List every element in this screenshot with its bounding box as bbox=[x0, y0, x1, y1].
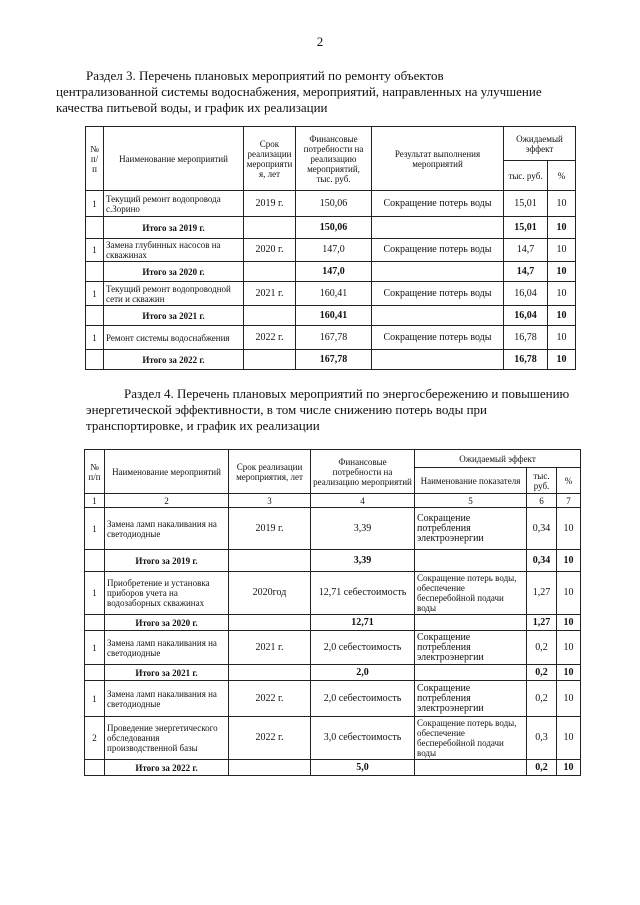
cell-term: 2021 г. bbox=[229, 631, 311, 665]
cell-rub: 0,2 bbox=[527, 681, 557, 717]
cell-finance: 3,39 bbox=[311, 550, 415, 572]
header-pct: % bbox=[557, 468, 581, 494]
heading-word: мероприятий bbox=[251, 68, 325, 83]
heading-word: Раздел bbox=[86, 68, 123, 83]
cell-name: Замена ламп накаливания на светодиодные bbox=[105, 681, 229, 717]
cell-pct: 10 bbox=[548, 191, 576, 217]
cell-finance: 147,0 bbox=[296, 239, 372, 262]
cell-rub: 0,34 bbox=[527, 550, 557, 572]
cell-no: 2 bbox=[85, 717, 105, 760]
heading-word: эффективности, bbox=[175, 402, 264, 417]
cell-pct: 10 bbox=[557, 760, 581, 776]
cell-indicator: Сокращение потребления электроэнергии bbox=[415, 631, 527, 665]
cell-no: 1 bbox=[86, 239, 104, 262]
cell-pct: 10 bbox=[557, 681, 581, 717]
cell-pct: 10 bbox=[557, 665, 581, 681]
cell-term: 2020 г. bbox=[244, 239, 296, 262]
cell-name: Ремонт системы водоснабжения bbox=[104, 326, 244, 350]
heading-word: по bbox=[328, 68, 342, 83]
section3-heading-line2: централизованной системы водоснабжения, мероприятий, направленных на улучшение bbox=[56, 84, 542, 99]
cell-result: Сокращение потерь воды bbox=[372, 326, 504, 350]
cell-no: 1 bbox=[85, 572, 105, 615]
heading-word: при bbox=[466, 402, 487, 417]
cell-pct: 10 bbox=[557, 615, 581, 631]
cell-no: 1 bbox=[86, 191, 104, 217]
table-row bbox=[85, 631, 581, 665]
heading-word: в bbox=[266, 402, 273, 417]
cell-name: Замена ламп накаливания на светодиодные bbox=[105, 631, 229, 665]
cell-rub: 0,2 bbox=[527, 665, 557, 681]
cell-name: Замена ламп накаливания на светодиодные bbox=[105, 508, 229, 550]
heading-word: воды bbox=[435, 402, 464, 417]
header-name: Наименование мероприятий bbox=[105, 450, 229, 494]
cell-term: 2020год bbox=[229, 572, 311, 615]
cell-finance: 12,71 bbox=[311, 615, 415, 631]
cell-rub: 1,27 bbox=[527, 615, 557, 631]
table-row bbox=[86, 191, 576, 217]
cell-no: 1 bbox=[86, 326, 104, 350]
section4-heading-line3: транспортировке, и график их реализации bbox=[86, 418, 320, 433]
heading-word: снижению bbox=[334, 402, 393, 417]
cell-no: 1 bbox=[86, 282, 104, 306]
cell-term: 2022 г. bbox=[244, 326, 296, 350]
cell-finance: 2,0 себестоимость bbox=[311, 631, 415, 665]
cell-indicator: Сокращение потерь воды, обеспечение бесперебойной подачи воды bbox=[415, 572, 527, 615]
heading-word: том bbox=[276, 402, 297, 417]
page-number: 2 bbox=[316, 34, 324, 49]
cell-pct: 10 bbox=[548, 282, 576, 306]
total-row bbox=[85, 665, 581, 681]
header-rub: тыс. руб. bbox=[504, 161, 548, 191]
total-row bbox=[86, 350, 576, 370]
cell-finance: 2,0 себестоимость bbox=[311, 681, 415, 717]
column-number: 4 bbox=[311, 494, 415, 508]
cell-result: Сокращение потерь воды bbox=[372, 282, 504, 306]
header-finance: Финансовые потребности на реализацию мероприятий bbox=[311, 450, 415, 494]
header-pct: % bbox=[548, 161, 576, 191]
cell-pct: 10 bbox=[548, 306, 576, 326]
cell-pct: 10 bbox=[557, 550, 581, 572]
cell-rub: 14,7 bbox=[504, 239, 548, 262]
cell-finance: 12,71 себестоимость bbox=[311, 572, 415, 615]
table-row bbox=[86, 239, 576, 262]
total-row bbox=[86, 262, 576, 282]
heading-word: объектов bbox=[394, 68, 444, 83]
cell-indicator: Сокращение потребления электроэнергии bbox=[415, 681, 527, 717]
cell-pct: 10 bbox=[557, 631, 581, 665]
section4-heading-line1: Раздел 4. Перечень плановых мероприятий по энергосбережению и повышению bbox=[124, 386, 570, 401]
cell-rub: 0,3 bbox=[527, 717, 557, 760]
header-indicator: Наименование показателя bbox=[415, 468, 527, 494]
cell-rub: 16,04 bbox=[504, 282, 548, 306]
column-number: 2 bbox=[105, 494, 229, 508]
header-no: № п/п bbox=[85, 450, 105, 494]
heading-word: Перечень bbox=[139, 68, 192, 83]
cell-pct: 10 bbox=[548, 262, 576, 282]
table-row bbox=[85, 717, 581, 760]
cell-name: Приобретение и установка приборов учета на водозаборных скважинах bbox=[105, 572, 229, 615]
header-finance: Финансовые потребности на реализацию мероприятий, тыс. руб. bbox=[296, 127, 372, 191]
total-row bbox=[85, 760, 581, 776]
cell-indicator: Сокращение потребления электроэнергии bbox=[415, 508, 527, 550]
section4-heading-line2 bbox=[86, 402, 570, 418]
total-row bbox=[86, 217, 576, 239]
cell-finance: 150,06 bbox=[296, 217, 372, 239]
cell-total-label: Итого за 2022 г. bbox=[105, 760, 229, 776]
cell-rub: 14,7 bbox=[504, 262, 548, 282]
column-number: 7 bbox=[557, 494, 581, 508]
cell-total-label: Итого за 2021 г. bbox=[105, 665, 229, 681]
section3-heading bbox=[56, 68, 570, 116]
section4-heading bbox=[86, 386, 570, 434]
cell-name: Текущий ремонт водопроводной сети и скважин bbox=[104, 282, 244, 306]
heading-word: ремонту bbox=[344, 68, 391, 83]
cell-rub: 1,27 bbox=[527, 572, 557, 615]
cell-total-label: Итого за 2021 г. bbox=[104, 306, 244, 326]
cell-finance: 167,78 bbox=[296, 350, 372, 370]
header-no: № п/ п bbox=[86, 127, 104, 191]
heading-word: энергетической bbox=[86, 402, 172, 417]
cell-pct: 10 bbox=[548, 239, 576, 262]
cell-finance: 5,0 bbox=[311, 760, 415, 776]
table-row bbox=[85, 572, 581, 615]
cell-finance: 160,41 bbox=[296, 306, 372, 326]
table-row bbox=[85, 508, 581, 550]
cell-rub: 0,34 bbox=[527, 508, 557, 550]
cell-rub: 16,78 bbox=[504, 326, 548, 350]
cell-total-label: Итого за 2019 г. bbox=[104, 217, 244, 239]
total-row bbox=[85, 615, 581, 631]
cell-term: 2019 г. bbox=[229, 508, 311, 550]
header-term: Срок реализации мероприятия, лет bbox=[229, 450, 311, 494]
cell-pct: 10 bbox=[548, 350, 576, 370]
total-row bbox=[86, 306, 576, 326]
column-numbers-row bbox=[85, 494, 581, 508]
section3-heading-line3: качества питьевой воды, и график их реализации bbox=[56, 100, 328, 115]
cell-no: 1 bbox=[85, 508, 105, 550]
cell-pct: 10 bbox=[557, 508, 581, 550]
cell-total-label: Итого за 2019 г. bbox=[105, 550, 229, 572]
table-row bbox=[85, 681, 581, 717]
column-number: 1 bbox=[85, 494, 105, 508]
cell-result: Сокращение потерь воды bbox=[372, 191, 504, 217]
table-row bbox=[86, 326, 576, 350]
cell-rub: 16,78 bbox=[504, 350, 548, 370]
cell-finance: 167,78 bbox=[296, 326, 372, 350]
cell-no: 1 bbox=[85, 681, 105, 717]
cell-finance: 2,0 bbox=[311, 665, 415, 681]
cell-name: Проведение энергетического обследования производственной базы bbox=[105, 717, 229, 760]
cell-finance: 3,0 себестоимость bbox=[311, 717, 415, 760]
header-result: Результат выполнения мероприятий bbox=[372, 127, 504, 191]
cell-term: 2019 г. bbox=[244, 191, 296, 217]
section3-table bbox=[85, 126, 576, 370]
cell-result: Сокращение потерь воды bbox=[372, 239, 504, 262]
header-effect: Ожидаемый эффект bbox=[415, 450, 581, 468]
heading-word: потерь bbox=[395, 402, 433, 417]
cell-term: 2021 г. bbox=[244, 282, 296, 306]
header-effect: Ожидаемый эффект bbox=[504, 127, 576, 161]
cell-pct: 10 bbox=[557, 572, 581, 615]
header-name: Наименование мероприятий bbox=[104, 127, 244, 191]
column-number: 5 bbox=[415, 494, 527, 508]
cell-rub: 15,01 bbox=[504, 191, 548, 217]
column-number: 6 bbox=[527, 494, 557, 508]
section4-table bbox=[84, 449, 581, 776]
cell-pct: 10 bbox=[548, 326, 576, 350]
heading-word: плановых bbox=[194, 68, 249, 83]
cell-name: Текущий ремонт водопровода с.Зорино bbox=[104, 191, 244, 217]
cell-name: Замена глубинных насосов на скважинах bbox=[104, 239, 244, 262]
cell-total-label: Итого за 2022 г. bbox=[104, 350, 244, 370]
cell-pct: 10 bbox=[557, 717, 581, 760]
column-number: 3 bbox=[229, 494, 311, 508]
cell-term: 2022 г. bbox=[229, 681, 311, 717]
heading-word: 3. bbox=[126, 68, 136, 83]
cell-no: 1 bbox=[85, 631, 105, 665]
section3-heading-line1 bbox=[86, 68, 570, 84]
table-row bbox=[86, 282, 576, 306]
header-term: Срок реализации мероприяти я, лет bbox=[244, 127, 296, 191]
cell-rub: 0,2 bbox=[527, 760, 557, 776]
cell-rub: 15,01 bbox=[504, 217, 548, 239]
cell-indicator: Сокращение потерь воды, обеспечение бесперебойной подачи воды bbox=[415, 717, 527, 760]
total-row bbox=[85, 550, 581, 572]
cell-term: 2022 г. bbox=[229, 717, 311, 760]
cell-pct: 10 bbox=[548, 217, 576, 239]
cell-finance: 147,0 bbox=[296, 262, 372, 282]
cell-finance: 3,39 bbox=[311, 508, 415, 550]
cell-rub: 16,04 bbox=[504, 306, 548, 326]
cell-finance: 160,41 bbox=[296, 282, 372, 306]
cell-finance: 150,06 bbox=[296, 191, 372, 217]
cell-rub: 0,2 bbox=[527, 631, 557, 665]
heading-word: числе bbox=[299, 402, 331, 417]
header-rub: тыс. руб. bbox=[527, 468, 557, 494]
cell-total-label: Итого за 2020 г. bbox=[105, 615, 229, 631]
cell-total-label: Итого за 2020 г. bbox=[104, 262, 244, 282]
